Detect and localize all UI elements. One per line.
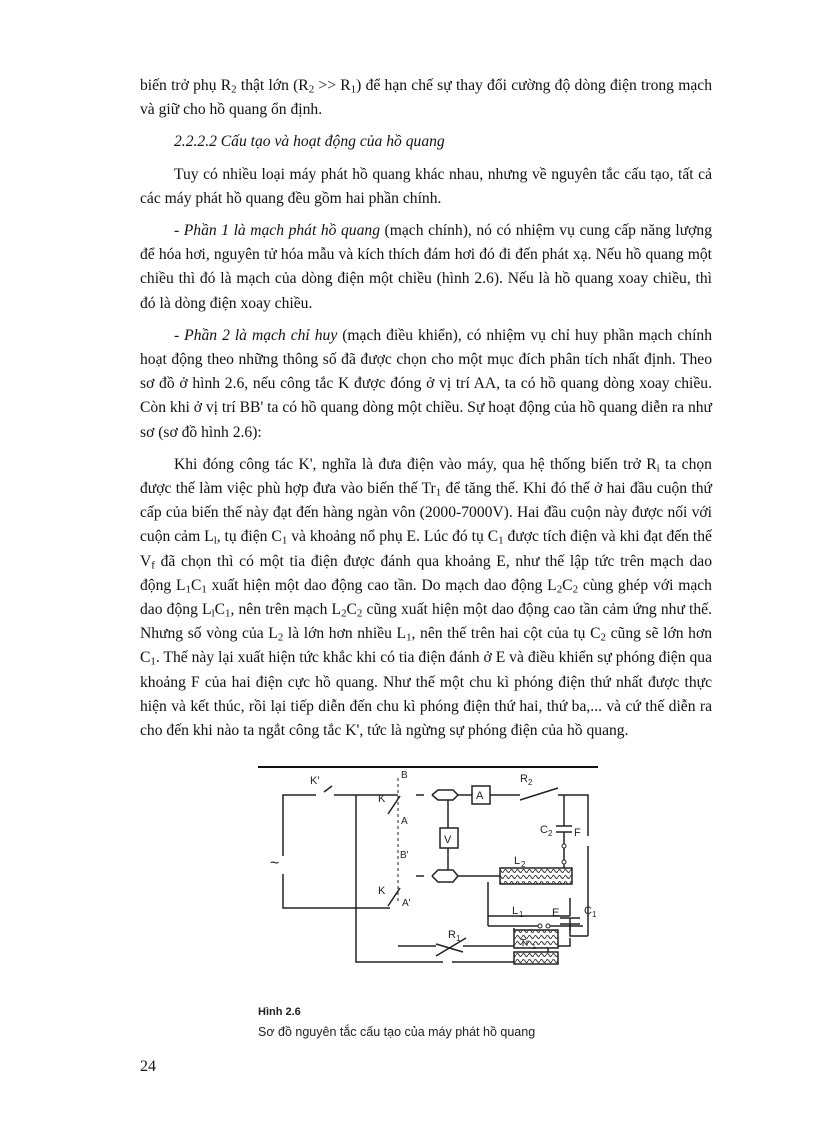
gap-f-icon bbox=[562, 844, 566, 848]
svg-text:Tr: Tr bbox=[520, 938, 530, 949]
svg-text:L: L bbox=[512, 905, 519, 917]
coil-l2-icon bbox=[500, 868, 572, 884]
svg-text:L: L bbox=[514, 855, 521, 867]
svg-text:V: V bbox=[444, 834, 452, 846]
svg-text:1: 1 bbox=[532, 944, 536, 951]
svg-text:A: A bbox=[476, 790, 484, 802]
svg-text:R: R bbox=[520, 773, 528, 785]
circuit-diagram bbox=[258, 766, 598, 1048]
section-heading: 2.2.2.2 Cấu tạo và hoạt động của hồ quang bbox=[174, 133, 445, 151]
svg-text:2: 2 bbox=[548, 829, 553, 838]
svg-text:C: C bbox=[540, 824, 548, 836]
svg-text:E: E bbox=[552, 907, 560, 919]
svg-text:1: 1 bbox=[519, 910, 524, 919]
svg-text:K': K' bbox=[310, 775, 320, 787]
paragraph-4: - Phần 2 là mạch chỉ huy (mạch điều khiển), có nhiệm vụ chỉ huy phần mạch chính hoạt động theo những thông số đã được chọn cho một mục đích phân tích nhất định. Theo sơ đồ ở hình 2.6, nếu công tắc K được đóng ở vị trí AA, ta có hồ quang dòng xoay chiều. Còn khi ở vị trí BB' ta có hồ quang dòng một chiều. Sự hoạt động của hồ quang diễn ra như sơ (sơ đồ hình 2.6): bbox=[140, 326, 712, 441]
svg-text:B': B' bbox=[400, 850, 409, 861]
figure-top-rule bbox=[258, 766, 598, 768]
svg-text:F: F bbox=[574, 827, 581, 839]
ac-source-icon: ~ bbox=[270, 855, 280, 872]
svg-text:C: C bbox=[584, 905, 592, 917]
svg-text:A': A' bbox=[402, 898, 411, 909]
svg-text:R: R bbox=[448, 929, 456, 941]
svg-text:1: 1 bbox=[592, 910, 597, 919]
svg-text:A: A bbox=[401, 816, 408, 827]
paragraph-1: biến trở phụ $R_2$ thật lớn $(R_2 >> R_1)$ để hạn chế sự thay đổi cường độ dòng điện trong mạch và giữ cho hồ quang ổn định. bbox=[140, 77, 712, 119]
svg-text:2: 2 bbox=[528, 778, 533, 787]
page-number: 24 bbox=[140, 1058, 156, 1075]
svg-text:K: K bbox=[378, 793, 386, 805]
body-text bbox=[140, 74, 712, 751]
svg-text:K: K bbox=[378, 885, 386, 897]
gap-e-icon bbox=[538, 924, 542, 928]
svg-text:2: 2 bbox=[521, 860, 526, 869]
paragraph-3: - Phần 1 là mạch phát hồ quang (mạch chính), nó có nhiệm vụ cung cấp năng lượng để hóa hơi, nguyên tử hóa mẫu và kích thích đám hơi đó đi đến phát xạ. Nếu hồ quang một chiều thì đó là mạch của dòng điện một chiều (hình 2.6). Nếu là hồ quang xoay chiều, thì đó là dòng điện xoay chiều. bbox=[140, 222, 713, 312]
paragraph-5: Khi đóng công tác K', nghĩa là đưa điện vào máy, qua hệ thống biến trở $R_i$ ta chọn được thế làm việc phù hợp đưa vào biến thế $Tr_1$ để tăng thế. Khi đó thế ở hai đầu cuộn thứ cấp của biến thế này đạt đến hàng ngàn vôn (2000-7000V). Hai đầu cuộn này được nối với cuộn cảm $L_l$, tụ điện $C_1$ và khoảng nổ phụ E. Lúc đó tụ $C_1$ được tích điện và khi đạt đến thế $V_f$ đã chọn thì có một tia điện được đánh qua khoảng E, như thế lập tức trên mạch dao động $L_1C_1$ xuất hiện một dao động cao tần. Do mạch dao động $L_2C_2$ cùng ghép với mạch dao động $L_lC_1$, nên trên mạch $L_2C_2$ cũng xuất hiện một dao động cao tần cảm ứng như thế. Nhưng số vòng của $L_2$ là lớn hơn nhiều $L_1$, nên thế trên hai cột của tụ $C_2$ cũng sẽ lớn hơn $C_1$. Thế này lại xuất hiện tức khắc khi có tia điện đánh ở E và điều khiển sự phóng điện qua khoảng F của hai điện cực hồ quang. Như thế một chu kì phóng điện thứ nhất được thực hiện và kết thúc, rồi lại tiếp diễn đến chu kì phóng điện thứ hai, thứ ba,... và cứ thế diễn ra cho đến khi nào ta ngắt công tắc K', tức là ngừng sự phóng điện của hồ quang. bbox=[140, 455, 713, 740]
figure-caption: Sơ đồ nguyên tắc cấu tạo của máy phát hồ quang bbox=[258, 1025, 536, 1039]
svg-text:1: 1 bbox=[456, 934, 461, 943]
svg-text:B: B bbox=[401, 770, 408, 781]
paragraph-2: Tuy có nhiều loại máy phát hồ quang khác nhau, nhưng về nguyên tắc cấu tạo, tất cả các máy phát hồ quang đều gồm hai phần chính. bbox=[140, 165, 712, 207]
figure-title: Hình 2.6 bbox=[258, 1006, 301, 1018]
